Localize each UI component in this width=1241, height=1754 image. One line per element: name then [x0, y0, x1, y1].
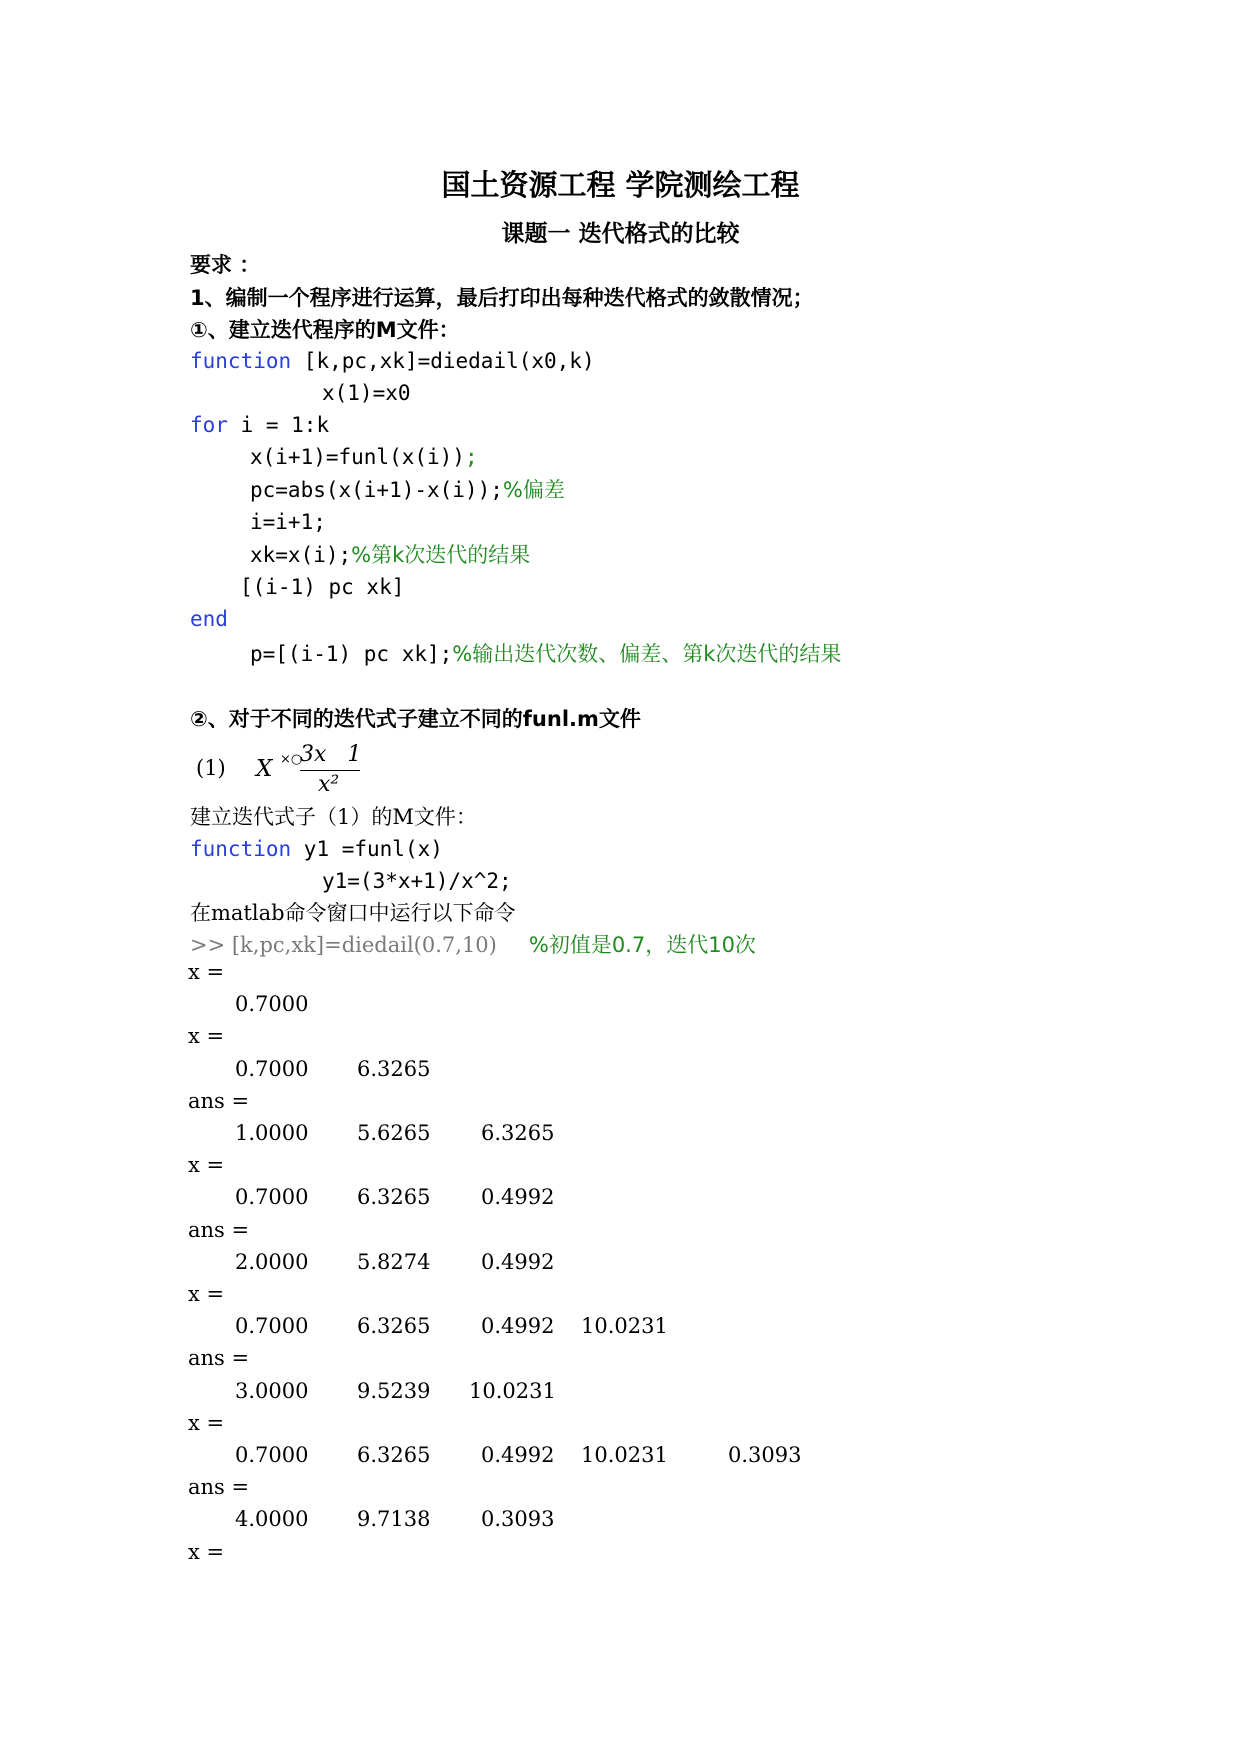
code-text: [k,pc,xk]=diedail(x0,k): [291, 349, 595, 373]
output-value: 10.0231: [581, 1443, 668, 1467]
code-text: xk=x(i);: [250, 543, 352, 567]
code-text: y1 =funl(x): [291, 837, 443, 861]
command-prompt: >> [k,pc,xk]=diedail(0.7,10): [190, 933, 497, 957]
code2-line-body: y1=(3*x+1)/x^2;: [322, 869, 512, 893]
output-value: 0.4992: [481, 1185, 555, 1210]
output-value: 0.3093: [728, 1443, 802, 1467]
code-line-result: [250, 540, 530, 570]
output-variable-label: x =: [188, 1410, 225, 1435]
output-value: 0.4992: [481, 1443, 555, 1467]
output-variable-label: x =: [188, 1153, 225, 1178]
output-value: 2.0000: [235, 1249, 309, 1274]
code-text: pc=abs(x(i+1)-x(i));: [250, 478, 503, 502]
code-comment: %第k次迭代的结果: [351, 543, 531, 567]
code-line-output: [250, 639, 841, 669]
output-value: 0.7000: [235, 1443, 309, 1467]
formula-symbol: ×○: [280, 752, 303, 767]
output-variable-label: x =: [188, 1539, 225, 1564]
step-2-heading: ②、对于不同的迭代式子建立不同的funl.m文件: [190, 707, 641, 731]
output-value: 9.7138: [357, 1507, 431, 1532]
code-line-init: x(1)=x0: [322, 381, 411, 405]
page-subtitle: 课题一 迭代格式的比较: [501, 221, 740, 247]
build-mfile-text: 建立迭代式子（1）的M文件：: [190, 805, 477, 829]
output-value: 6.3265: [481, 1121, 555, 1145]
step-1-heading: ①、建立迭代程序的M文件：: [190, 318, 460, 342]
output-variable-label: ans =: [188, 1088, 250, 1113]
code-keyword: function: [190, 837, 292, 861]
code-text: i = 1:k: [227, 413, 330, 437]
requirement-heading: 要求 ：: [190, 253, 261, 277]
output-variable-label: ans =: [188, 1346, 250, 1371]
output-value: 0.4992: [481, 1314, 555, 1339]
code-keyword: end: [190, 607, 228, 631]
output-value: 0.4992: [481, 1249, 555, 1274]
iteration-formula: [190, 738, 390, 800]
output-value: 0.7000: [235, 1314, 309, 1339]
fraction-bar: [300, 770, 360, 771]
output-value: 0.7000: [235, 1056, 309, 1081]
code-comment: %偏差: [502, 478, 565, 502]
code-line-deviation: [250, 475, 565, 505]
output-variable-label: x =: [188, 1024, 225, 1049]
output-value: 0.7000: [235, 1185, 309, 1210]
output-variable-label: x =: [188, 1282, 225, 1306]
formula-lhs: X: [256, 756, 273, 782]
page-title: 国土资源工程 学院测绘工程: [441, 168, 800, 202]
formula-denominator: x²: [318, 772, 340, 797]
code-line-for: [190, 410, 329, 440]
code-text: p=[(i-1) pc xk];: [250, 642, 453, 666]
output-value: 6.3265: [357, 1314, 431, 1339]
command-line: [190, 930, 756, 960]
output-value: 10.0231: [469, 1378, 556, 1403]
code-comment: %输出迭代次数、偏差、第k次迭代的结果: [452, 642, 842, 666]
run-command-text: 在matlab命令窗口中运行以下命令: [190, 901, 516, 925]
output-variable-label: ans =: [188, 1217, 250, 1242]
command-comment: %初值是0.7，迭代10次: [528, 933, 756, 957]
code-line-end: [190, 604, 228, 634]
output-value: 10.0231: [581, 1314, 668, 1339]
formula-label: (1): [196, 756, 226, 780]
output-variable-label: x =: [188, 960, 225, 984]
output-value: 6.3265: [357, 1185, 431, 1210]
output-value: 5.8274: [357, 1249, 431, 1274]
output-value: 5.6265: [357, 1121, 431, 1145]
code-line-function: [190, 346, 595, 376]
code-line-iterate: [250, 442, 478, 472]
output-variable-label: ans =: [188, 1475, 250, 1500]
code2-line-function: [190, 834, 443, 864]
output-value: 0.7000: [235, 992, 309, 1017]
code-keyword: function: [190, 349, 292, 373]
output-value: 9.5239: [357, 1378, 431, 1403]
code-semicolon: ;: [464, 445, 478, 469]
formula-numerator: 3x 1: [300, 742, 362, 767]
code-line-increment: i=i+1;: [250, 510, 326, 534]
code-text: x(i+1)=funl(x(i)): [250, 445, 465, 469]
output-value: 6.3265: [357, 1443, 431, 1467]
output-value: 3.0000: [235, 1378, 309, 1403]
code-line-display: [(i-1) pc xk]: [240, 575, 405, 599]
requirement-item-1: 1、编制一个程序进行运算，最后打印出每种迭代格式的敛散情况；: [190, 286, 814, 310]
output-value: 0.3093: [481, 1507, 555, 1532]
output-value: 1.0000: [235, 1121, 309, 1145]
output-value: 4.0000: [235, 1507, 309, 1532]
output-value: 6.3265: [357, 1056, 431, 1081]
code-keyword: for: [190, 413, 228, 437]
